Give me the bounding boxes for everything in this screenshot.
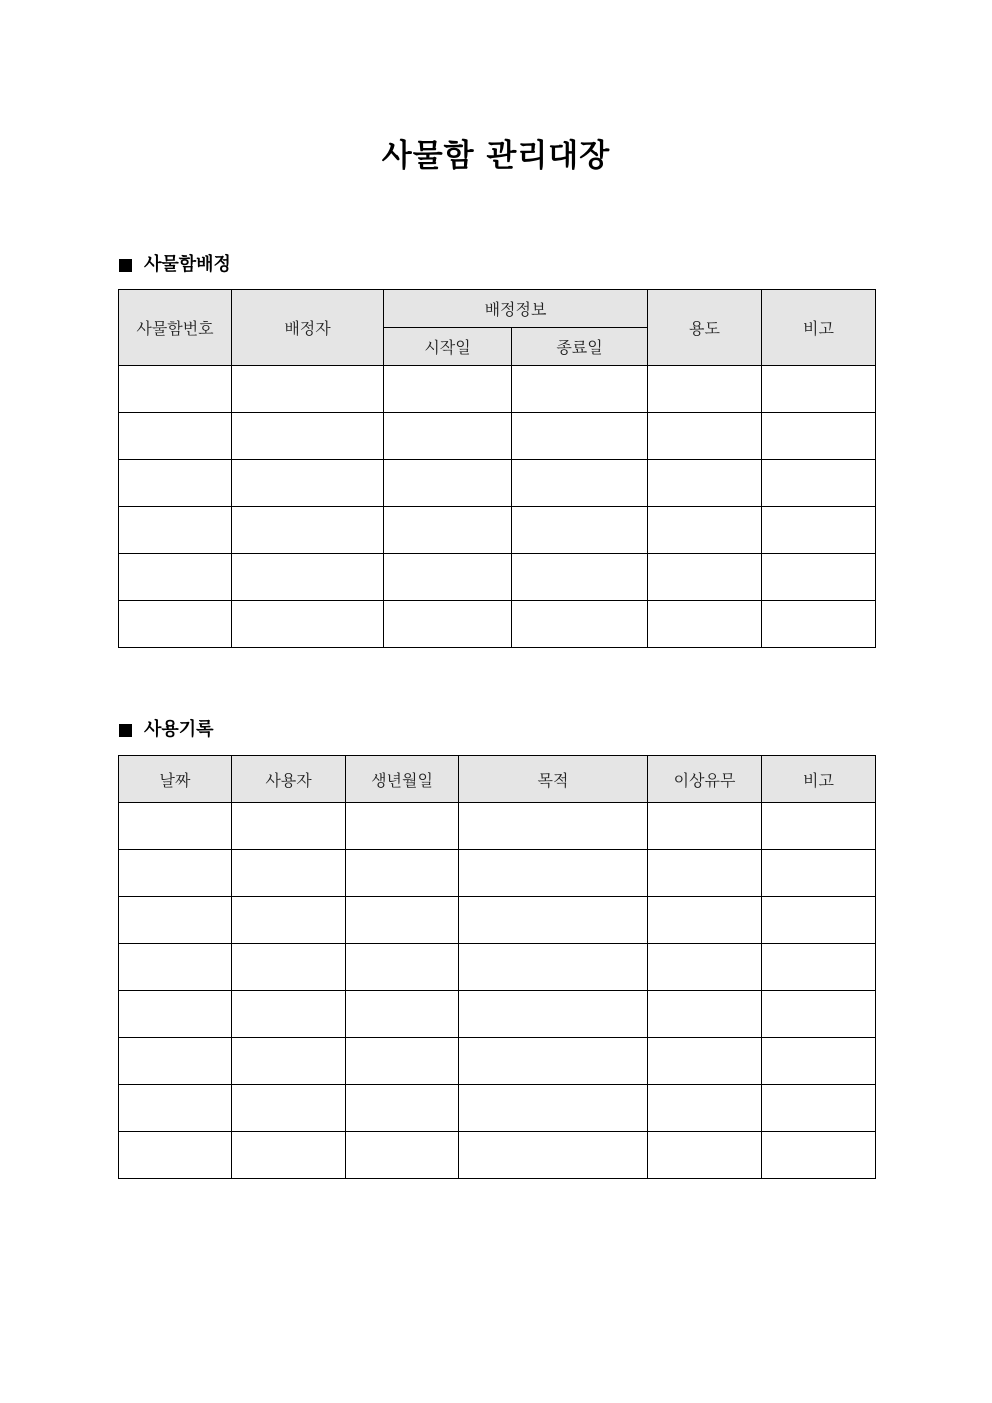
table-cell[interactable] bbox=[346, 1038, 459, 1085]
table-row bbox=[119, 803, 876, 850]
table-cell[interactable] bbox=[512, 601, 648, 648]
table-cell[interactable] bbox=[648, 1038, 762, 1085]
table-cell[interactable] bbox=[459, 803, 648, 850]
header-assignee: 배정자 bbox=[232, 290, 384, 366]
table-row bbox=[119, 1132, 876, 1179]
table-cell[interactable] bbox=[232, 991, 346, 1038]
table-cell[interactable] bbox=[384, 413, 512, 460]
table-cell[interactable] bbox=[119, 850, 232, 897]
table-cell[interactable] bbox=[346, 897, 459, 944]
table-cell[interactable] bbox=[119, 1038, 232, 1085]
table-cell[interactable] bbox=[232, 554, 384, 601]
table-cell[interactable] bbox=[232, 944, 346, 991]
table-cell[interactable] bbox=[232, 507, 384, 554]
table-cell[interactable] bbox=[119, 601, 232, 648]
table-cell[interactable] bbox=[119, 944, 232, 991]
table-cell[interactable] bbox=[384, 507, 512, 554]
table-cell[interactable] bbox=[232, 413, 384, 460]
table-cell[interactable] bbox=[459, 991, 648, 1038]
table-cell[interactable] bbox=[119, 554, 232, 601]
table-cell[interactable] bbox=[384, 366, 512, 413]
table-cell[interactable] bbox=[119, 366, 232, 413]
table-cell[interactable] bbox=[648, 1085, 762, 1132]
header-start-date: 시작일 bbox=[384, 328, 512, 366]
table-cell[interactable] bbox=[232, 803, 346, 850]
table-cell[interactable] bbox=[119, 1085, 232, 1132]
table-cell[interactable] bbox=[762, 366, 876, 413]
square-bullet-icon bbox=[119, 724, 132, 737]
table-cell[interactable] bbox=[346, 850, 459, 897]
table-row bbox=[119, 554, 876, 601]
table-cell[interactable] bbox=[119, 1132, 232, 1179]
table-row bbox=[119, 460, 876, 507]
table-cell[interactable] bbox=[384, 460, 512, 507]
table-cell[interactable] bbox=[648, 601, 762, 648]
table-cell[interactable] bbox=[512, 413, 648, 460]
locker-assignment-table bbox=[118, 289, 876, 648]
table-cell[interactable] bbox=[232, 601, 384, 648]
table-cell[interactable] bbox=[512, 460, 648, 507]
table-row bbox=[119, 897, 876, 944]
table-cell[interactable] bbox=[648, 507, 762, 554]
table-cell[interactable] bbox=[459, 897, 648, 944]
table-cell[interactable] bbox=[346, 1132, 459, 1179]
header-date: 날짜 bbox=[119, 756, 232, 803]
table-row bbox=[119, 944, 876, 991]
table-cell[interactable] bbox=[648, 413, 762, 460]
section-heading-label: 사물함배정 bbox=[144, 254, 231, 275]
table-cell[interactable] bbox=[512, 507, 648, 554]
table-cell[interactable] bbox=[648, 944, 762, 991]
table-cell[interactable] bbox=[459, 1085, 648, 1132]
table-row bbox=[119, 507, 876, 554]
usage-record-table bbox=[118, 755, 876, 1179]
table-cell[interactable] bbox=[648, 1132, 762, 1179]
table-cell[interactable] bbox=[459, 1132, 648, 1179]
table-cell[interactable] bbox=[232, 366, 384, 413]
table-cell[interactable] bbox=[512, 554, 648, 601]
table-cell[interactable] bbox=[346, 991, 459, 1038]
table-cell[interactable] bbox=[232, 1085, 346, 1132]
table-cell[interactable] bbox=[119, 897, 232, 944]
table-cell[interactable] bbox=[384, 554, 512, 601]
table-cell[interactable] bbox=[762, 850, 876, 897]
table-cell[interactable] bbox=[762, 803, 876, 850]
table-row bbox=[119, 1038, 876, 1085]
table-cell[interactable] bbox=[232, 1038, 346, 1085]
table-row bbox=[119, 1085, 876, 1132]
section-heading-usage bbox=[119, 718, 214, 742]
table-cell[interactable] bbox=[648, 460, 762, 507]
square-bullet-icon bbox=[119, 259, 132, 272]
table-row bbox=[119, 601, 876, 648]
table-cell[interactable] bbox=[119, 507, 232, 554]
table-row bbox=[119, 366, 876, 413]
header-purpose: 용도 bbox=[648, 290, 762, 366]
table-cell[interactable] bbox=[119, 803, 232, 850]
table-cell[interactable] bbox=[119, 991, 232, 1038]
header-remarks: 비고 bbox=[762, 756, 876, 803]
table-row bbox=[119, 413, 876, 460]
table-cell[interactable] bbox=[648, 366, 762, 413]
section-heading-label: 사용기록 bbox=[144, 719, 214, 740]
table-cell[interactable] bbox=[232, 460, 384, 507]
header-birthdate: 생년월일 bbox=[346, 756, 459, 803]
table-cell[interactable] bbox=[512, 366, 648, 413]
header-anomaly: 이상유무 bbox=[648, 756, 762, 803]
table-row bbox=[119, 850, 876, 897]
table-cell[interactable] bbox=[762, 554, 876, 601]
table-cell[interactable] bbox=[762, 460, 876, 507]
table-cell[interactable] bbox=[648, 897, 762, 944]
table-cell[interactable] bbox=[762, 1038, 876, 1085]
table-cell[interactable] bbox=[648, 850, 762, 897]
document-title: 사물함 관리대장 bbox=[381, 138, 611, 174]
table-cell[interactable] bbox=[459, 850, 648, 897]
table-cell[interactable] bbox=[232, 897, 346, 944]
table-cell[interactable] bbox=[762, 991, 876, 1038]
table-cell[interactable] bbox=[119, 413, 232, 460]
header-remarks: 비고 bbox=[762, 290, 876, 366]
table-cell[interactable] bbox=[762, 507, 876, 554]
table-cell[interactable] bbox=[346, 803, 459, 850]
header-locker-number: 사물함번호 bbox=[119, 290, 232, 366]
table-cell[interactable] bbox=[459, 944, 648, 991]
table-cell[interactable] bbox=[648, 803, 762, 850]
table-cell[interactable] bbox=[648, 991, 762, 1038]
table-row bbox=[119, 991, 876, 1038]
table-cell[interactable] bbox=[119, 460, 232, 507]
table-cell[interactable] bbox=[762, 1085, 876, 1132]
table-cell[interactable] bbox=[459, 1038, 648, 1085]
table-cell[interactable] bbox=[384, 601, 512, 648]
table-cell[interactable] bbox=[648, 554, 762, 601]
table-cell[interactable] bbox=[762, 897, 876, 944]
table-cell[interactable] bbox=[346, 1085, 459, 1132]
table-cell[interactable] bbox=[232, 1132, 346, 1179]
table-cell[interactable] bbox=[762, 1132, 876, 1179]
header-purpose: 목적 bbox=[459, 756, 648, 803]
header-end-date: 종료일 bbox=[512, 328, 648, 366]
section-heading-assignment bbox=[119, 253, 231, 277]
table-cell[interactable] bbox=[762, 413, 876, 460]
table-cell[interactable] bbox=[346, 944, 459, 991]
table-cell[interactable] bbox=[762, 601, 876, 648]
table-cell[interactable] bbox=[762, 944, 876, 991]
header-user: 사용자 bbox=[232, 756, 346, 803]
header-assignment-info: 배정정보 bbox=[384, 290, 648, 328]
table-cell[interactable] bbox=[232, 850, 346, 897]
